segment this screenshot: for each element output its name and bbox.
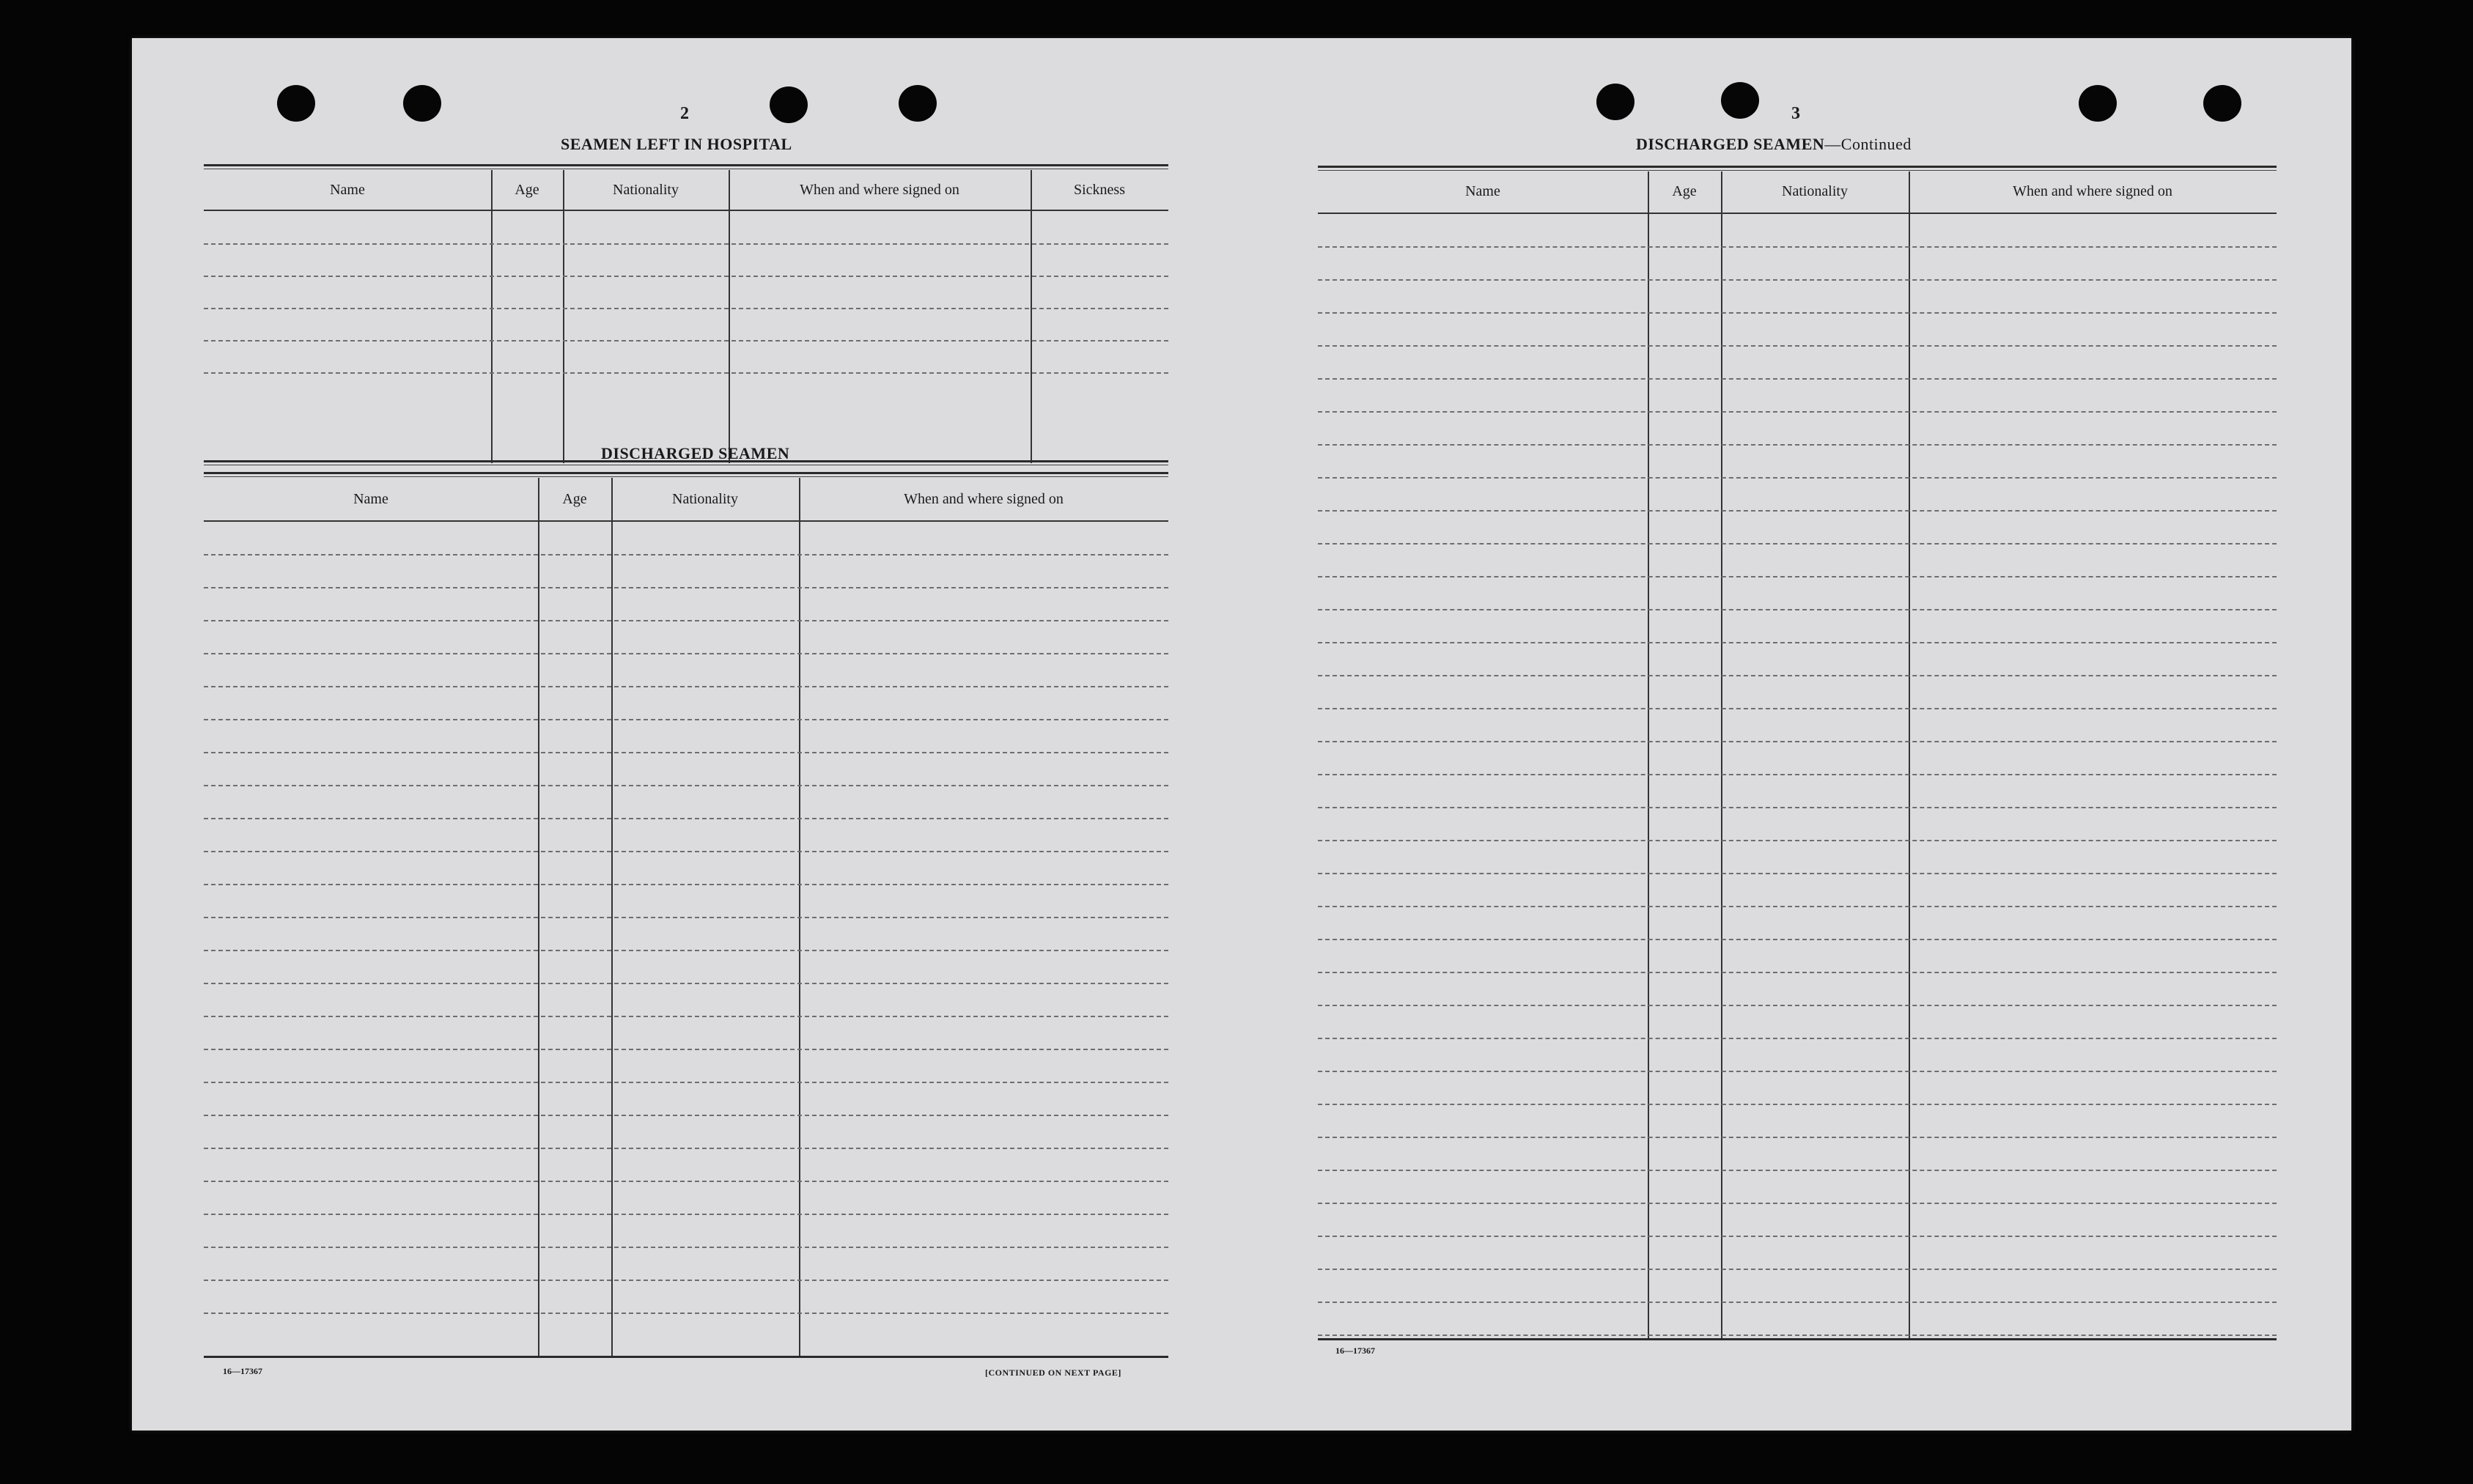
ruled-row-line: [204, 785, 1168, 786]
ruled-row-line: [1318, 1137, 2277, 1138]
hospital-table: [204, 164, 1168, 465]
ruled-row-line: [1318, 1005, 2277, 1006]
punch-hole: [770, 86, 808, 123]
ruled-row-line: [1318, 1302, 2277, 1303]
column-header-age: Age: [562, 491, 587, 507]
ruled-row-line: [1318, 708, 2277, 709]
ruled-row-line: [1318, 1170, 2277, 1171]
ruled-row-line: [1318, 411, 2277, 413]
ruled-row-line: [204, 1181, 1168, 1182]
punch-hole: [1596, 84, 1634, 120]
column-header-signed-on: When and where signed on: [904, 491, 1064, 507]
form-number-left: 16—17367: [223, 1366, 262, 1376]
form-sheet: [132, 38, 2351, 1431]
ruled-row-line: [204, 1148, 1168, 1149]
ruled-row-line: [1318, 906, 2277, 907]
ruled-row-line: [204, 983, 1168, 984]
ruled-row-line: [1318, 543, 2277, 544]
ruled-row-line: [204, 1049, 1168, 1050]
punch-hole: [277, 85, 315, 122]
ruled-row-line: [204, 719, 1168, 720]
discharged-continued-table: [1318, 166, 2277, 1341]
ruled-row-line: [1318, 642, 2277, 643]
ruled-row-line: [1318, 675, 2277, 676]
column-header-name: Name: [353, 491, 388, 507]
ruled-row-line: [1318, 1038, 2277, 1039]
column-header-nationality: Nationality: [672, 491, 738, 507]
ruled-row-line: [204, 340, 1168, 342]
ruled-row-line: [204, 1214, 1168, 1215]
ruled-row-line: [1318, 873, 2277, 874]
ruled-row-line: [1318, 576, 2277, 577]
ruled-row-line: [204, 276, 1168, 277]
ruled-row-line: [204, 686, 1168, 687]
ruled-row-line: [1318, 807, 2277, 808]
column-header-age: Age: [1672, 183, 1697, 199]
ruled-row-line: [204, 1313, 1168, 1314]
ruled-row-line: [204, 851, 1168, 852]
ruled-row-line: [1318, 741, 2277, 742]
ruled-row-line: [1318, 312, 2277, 314]
ruled-row-line: [204, 620, 1168, 621]
ruled-row-line: [1318, 840, 2277, 841]
continued-note: [CONTINUED ON NEXT PAGE]: [985, 1367, 1121, 1378]
ruled-row-line: [204, 917, 1168, 918]
ruled-row-line: [1318, 345, 2277, 347]
ruled-row-line: [204, 587, 1168, 588]
ruled-row-line: [204, 1115, 1168, 1116]
ruled-row-line: [1318, 1203, 2277, 1204]
hospital-section-title: SEAMEN LEFT IN HOSPITAL: [561, 135, 792, 153]
ruled-row-line: [204, 554, 1168, 555]
ruled-row-line: [1318, 444, 2277, 446]
ruled-row-line: [204, 752, 1168, 753]
ruled-row-line: [1318, 378, 2277, 380]
punch-hole: [2079, 85, 2117, 122]
ruled-row-line: [1318, 1269, 2277, 1270]
title-suffix: —Continued: [1824, 135, 1912, 153]
column-header-name: Name: [1465, 183, 1500, 199]
ruled-row-line: [204, 308, 1168, 309]
ruled-row-line: [1318, 609, 2277, 610]
ruled-row-line: [204, 372, 1168, 374]
ruled-row-line: [204, 1082, 1168, 1083]
ruled-row-line: [204, 1280, 1168, 1281]
ruled-row-line: [1318, 1104, 2277, 1105]
ruled-row-line: [1318, 279, 2277, 281]
column-header-signed-on: When and where signed on: [800, 182, 959, 198]
ruled-row-line: [1318, 939, 2277, 940]
column-header-sickness: Sickness: [1074, 182, 1125, 198]
punch-hole: [1721, 82, 1759, 119]
ruled-row-line: [204, 884, 1168, 885]
column-header-nationality: Nationality: [1782, 183, 1848, 199]
page-number-right: 3: [1791, 104, 1800, 123]
ruled-row-line: [204, 1016, 1168, 1017]
column-header-nationality: Nationality: [613, 182, 679, 198]
punch-hole: [899, 85, 937, 122]
punch-hole: [403, 85, 441, 122]
title-main: DISCHARGED SEAMEN: [1636, 135, 1825, 153]
ruled-row-line: [204, 818, 1168, 819]
form-number-right: 16—17367: [1335, 1345, 1375, 1356]
column-header-age: Age: [515, 182, 539, 198]
column-header-name: Name: [330, 182, 365, 198]
ruled-row-line: [1318, 1335, 2277, 1336]
punch-hole: [2203, 85, 2241, 122]
ruled-row-line: [1318, 246, 2277, 248]
ruled-row-line: [204, 653, 1168, 654]
ruled-row-line: [1318, 510, 2277, 512]
ruled-row-line: [204, 243, 1168, 245]
ruled-row-line: [204, 950, 1168, 951]
discharged-table: [204, 472, 1168, 1360]
ruled-row-line: [1318, 1236, 2277, 1237]
ruled-row-line: [1318, 774, 2277, 775]
ruled-row-line: [204, 1247, 1168, 1248]
ruled-row-line: [1318, 477, 2277, 479]
page-number-left: 2: [680, 104, 689, 123]
discharged-continued-title: [1636, 135, 1912, 154]
ruled-row-line: [1318, 1071, 2277, 1072]
discharged-section-title: DISCHARGED SEAMEN: [601, 444, 790, 462]
column-header-signed-on: When and where signed on: [2013, 183, 2172, 199]
ruled-row-line: [1318, 972, 2277, 973]
